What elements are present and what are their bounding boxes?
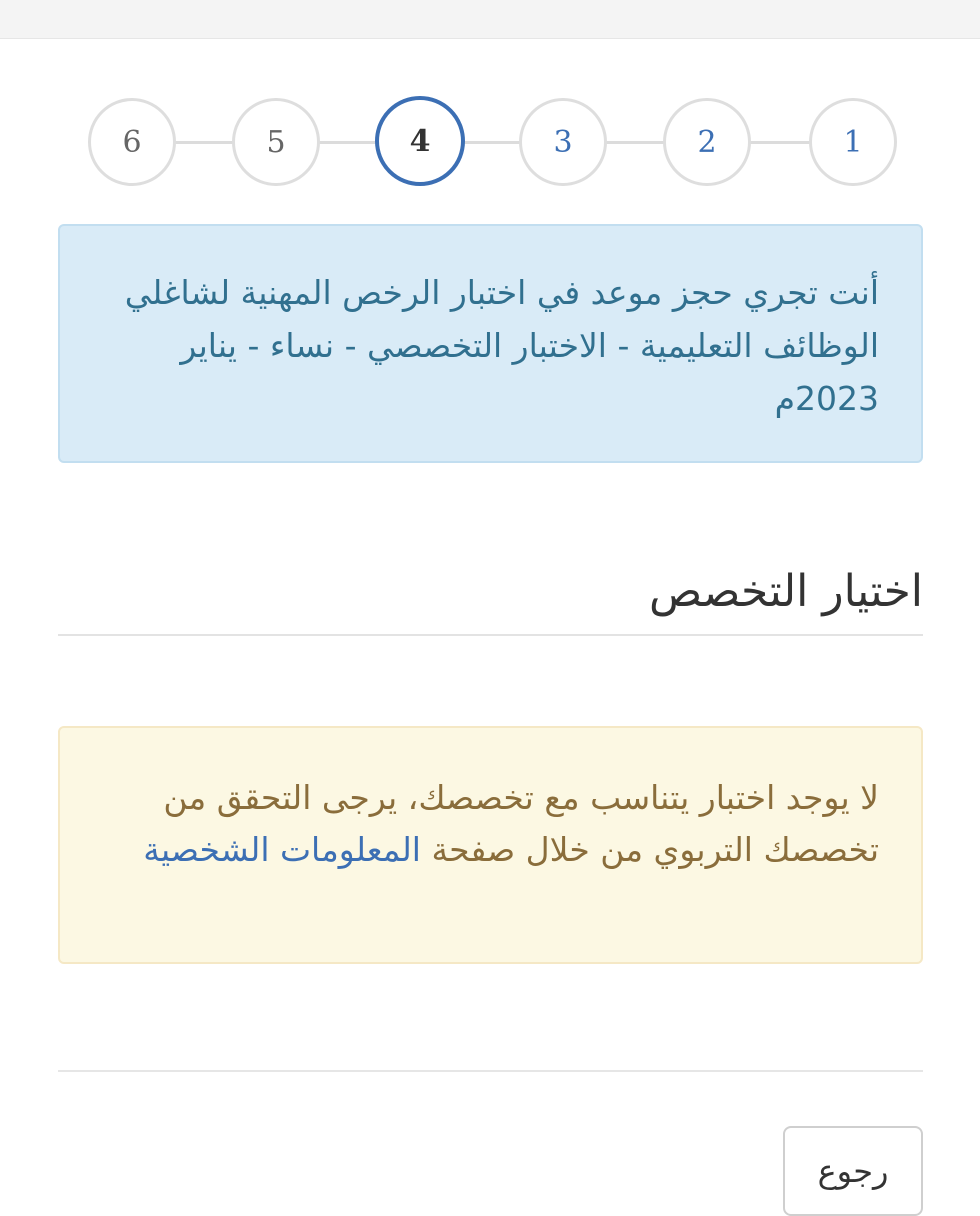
step-1[interactable]: 1 (809, 98, 897, 186)
step-3[interactable]: 3 (519, 98, 607, 186)
warning-text: لا يوجد اختبار يتناسب مع تخصصك، يرجى التحقق من تخصصك التربوي من خلال صفحة (163, 778, 879, 869)
step-2[interactable]: 2 (663, 98, 751, 186)
personal-info-link[interactable]: المعلومات الشخصية (143, 830, 421, 869)
step-5: 5 (232, 98, 320, 186)
section-divider (58, 634, 923, 636)
top-header (0, 0, 980, 39)
no-test-warning-alert (58, 726, 923, 964)
step-6: 6 (88, 98, 176, 186)
footer-divider (58, 1070, 923, 1072)
step-4-current: 4 (375, 96, 465, 186)
section-title: اختيار التخصص (649, 566, 923, 617)
progress-stepper (88, 98, 900, 186)
booking-info-text: أنت تجري حجز موعد في اختبار الرخص المهنية لشاغلي الوظائف التعليمية - الاختبار التخصصي - نساء - يناير 2023م (124, 273, 879, 418)
booking-info-alert (58, 224, 923, 463)
back-button[interactable]: رجوع (783, 1126, 923, 1216)
